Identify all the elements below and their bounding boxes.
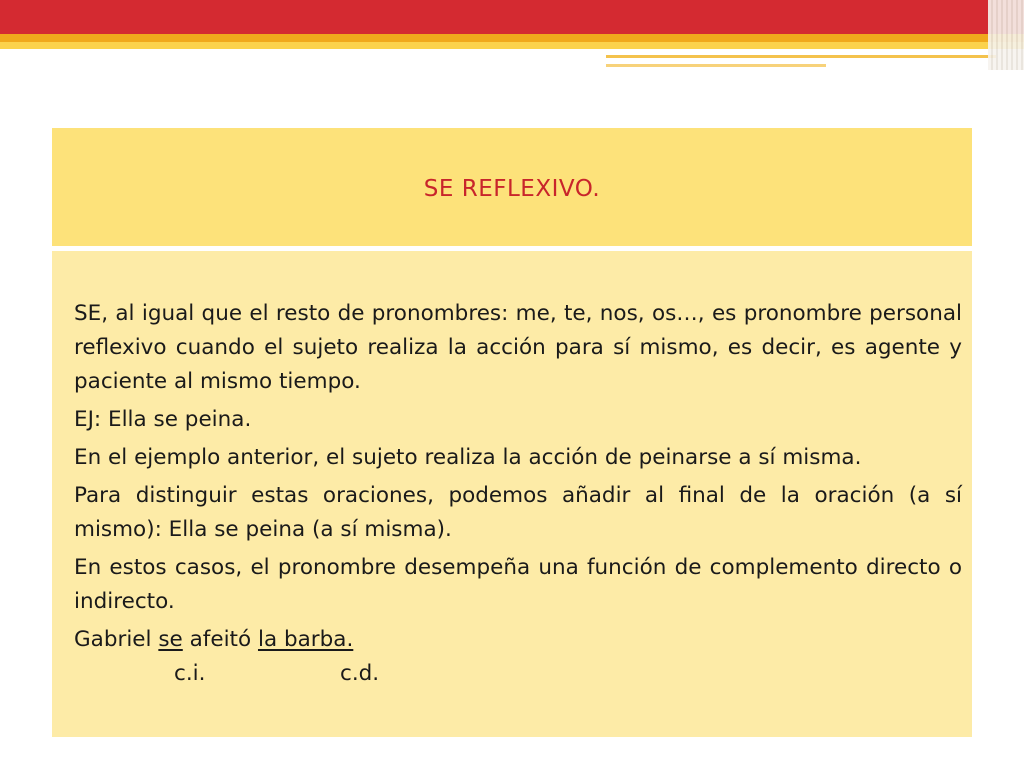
top-red-band [0,0,1024,34]
content-box [52,251,972,737]
decorative-stripes [988,0,1024,70]
paragraph: En el ejemplo anterior, el sujeto realiza la acción de peinarse a sí misma. [74,445,862,470]
paragraph: EJ: Ella se peina. [74,407,252,432]
decorative-line [606,55,996,58]
top-orange-band [0,34,1024,42]
decorative-line [606,64,826,67]
title-box [52,128,972,246]
top-yellow-band [0,42,1024,49]
paragraph: En estos casos, el pronombre desempeña una función de complemento directo o indirecto. [74,555,962,614]
example-verb: afeitó [182,627,258,652]
paragraph: Para distinguir estas oraciones, podemos añadir al final de la oración (a sí mismo): Ella se peina (a sí misma). [74,483,962,542]
function-labels [74,657,962,691]
example-object: la barba. [257,627,354,652]
example-subject: Gabriel [74,627,159,652]
example-se: se [158,627,183,652]
example-sentence [74,623,962,657]
paragraph: SE, al igual que el resto de pronombres: me, te, nos, os…, es pronombre personal reflexivo cuando el sujeto realiza la acción para sí mismo, es decir, es agente y paciente al mismo tiempo. [74,301,962,394]
label-cd: c.d. [340,661,380,686]
slide-title: SE REFLEXIVO. [423,176,601,202]
label-ci: c.i. [174,661,206,686]
